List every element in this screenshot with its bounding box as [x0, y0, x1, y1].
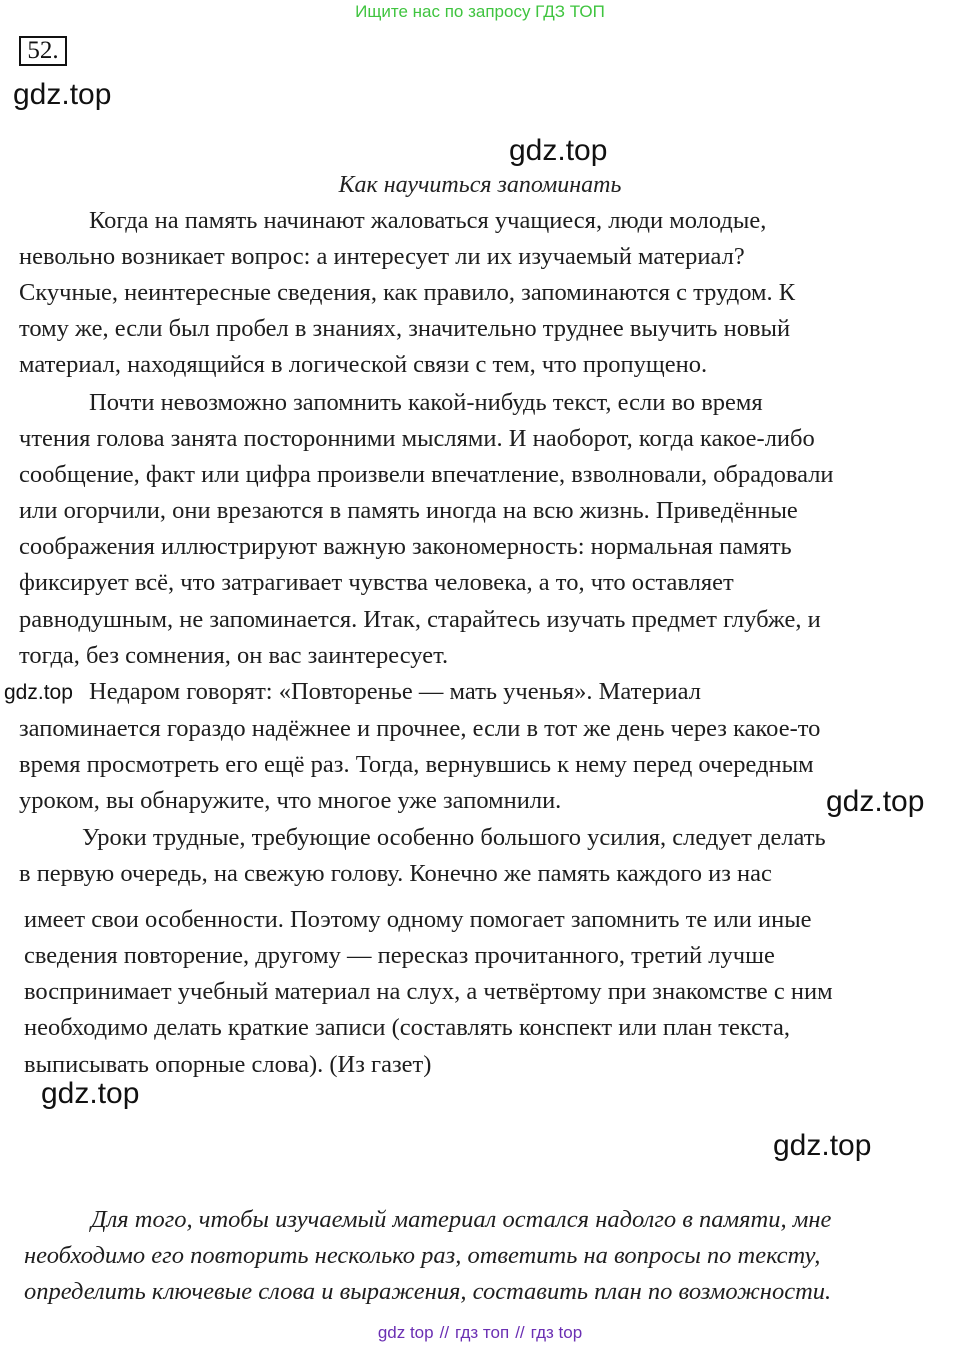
text-title: Как научиться запоминать	[338, 172, 622, 198]
answer-line: необходимо его повторить несколько раз, ответить на вопросы по тексту,	[24, 1242, 821, 1269]
text-line: тому же, если был пробел в знаниях, значительно труднее выучить новый	[19, 315, 791, 342]
text-line: воспринимает учебный материал на слух, а четвёртому при знакомстве с ним	[24, 978, 833, 1005]
footer-link[interactable]: gdz top	[377, 1323, 434, 1342]
text-line: сведения повторение, другому — пересказ прочитанного, третий лучше	[24, 942, 775, 969]
text-line: или огорчили, они врезаются в память иногда на всю жизнь. Приведённые	[19, 497, 798, 524]
top-banner: Ищите нас по запросу ГДЗ ТОП	[355, 2, 605, 21]
answer-line: определить ключевые слова и выражения, составить план по возможности.	[24, 1278, 832, 1305]
footer-link[interactable]: гдз топ	[455, 1323, 510, 1342]
text-line: выписывать опорные слова). (Из газет)	[24, 1051, 432, 1078]
text-line: Недаром говорят: «Повторенье — мать ученья». Материал	[89, 678, 701, 705]
text-line: в первую очередь, на свежую голову. Конечно же память каждого из нас	[19, 860, 772, 887]
task-number-box: 52.	[19, 36, 67, 66]
text-line: материал, находящийся в логической связи с тем, что пропущено.	[19, 351, 708, 378]
text-line: уроком, вы обнаружите, что многое уже запомнили.	[19, 787, 562, 814]
text-line: запоминается гораздо надёжнее и прочнее, если в тот же день через какое-то	[19, 715, 821, 742]
footer	[0, 1322, 960, 1344]
text-line: сообщение, факт или цифра произвели впечатление, взволновали, обрадовали	[19, 461, 834, 488]
text-line: фиксирует всё, что затрагивает чувства человека, а то, что оставляет	[19, 569, 734, 596]
watermark: gdz.top	[41, 1077, 140, 1110]
text-line: невольно возникает вопрос: а интересует ли их изучаемый материал?	[19, 243, 745, 270]
watermark: gdz.top	[509, 134, 608, 167]
text-line: чтения голова занята посторонними мыслями. И наоборот, когда какое-либо	[19, 425, 815, 452]
text-line: Скучные, неинтересные сведения, как правило, запоминаются с трудом. К	[19, 279, 796, 306]
text-line: необходимо делать краткие записи (составлять конспект или план текста,	[24, 1014, 791, 1041]
footer-link[interactable]: гдз top	[530, 1323, 583, 1342]
answer-line: Для того, чтобы изучаемый материал остался надолго в памяти, мне	[91, 1206, 832, 1233]
watermark: gdz.top	[13, 78, 112, 111]
text-line: Почти невозможно запомнить какой-нибудь текст, если во время	[89, 389, 763, 416]
watermark: gdz.top	[4, 681, 73, 704]
text-line: время просмотреть его ещё раз. Тогда, вернувшись к нему перед очередным	[19, 751, 814, 778]
footer-separator: //	[439, 1323, 450, 1342]
text-line: Уроки трудные, требующие особенно большого усилия, следует делать	[82, 824, 826, 851]
text-line: равнодушным, не запоминается. Итак, старайтесь изучать предмет глубже, и	[19, 606, 821, 633]
text-line: имеет свои особенности. Поэтому одному помогает запомнить те или иные	[24, 906, 812, 933]
watermark: gdz.top	[826, 785, 925, 818]
watermark: gdz.top	[773, 1129, 872, 1162]
text-line: соображения иллюстрируют важную закономерность: нормальная память	[19, 533, 792, 560]
footer-separator: //	[515, 1323, 525, 1342]
text-line: Когда на память начинают жаловаться учащиеся, люди молодые,	[89, 207, 767, 234]
text-line: тогда, без сомнения, он вас заинтересует.	[19, 642, 449, 669]
